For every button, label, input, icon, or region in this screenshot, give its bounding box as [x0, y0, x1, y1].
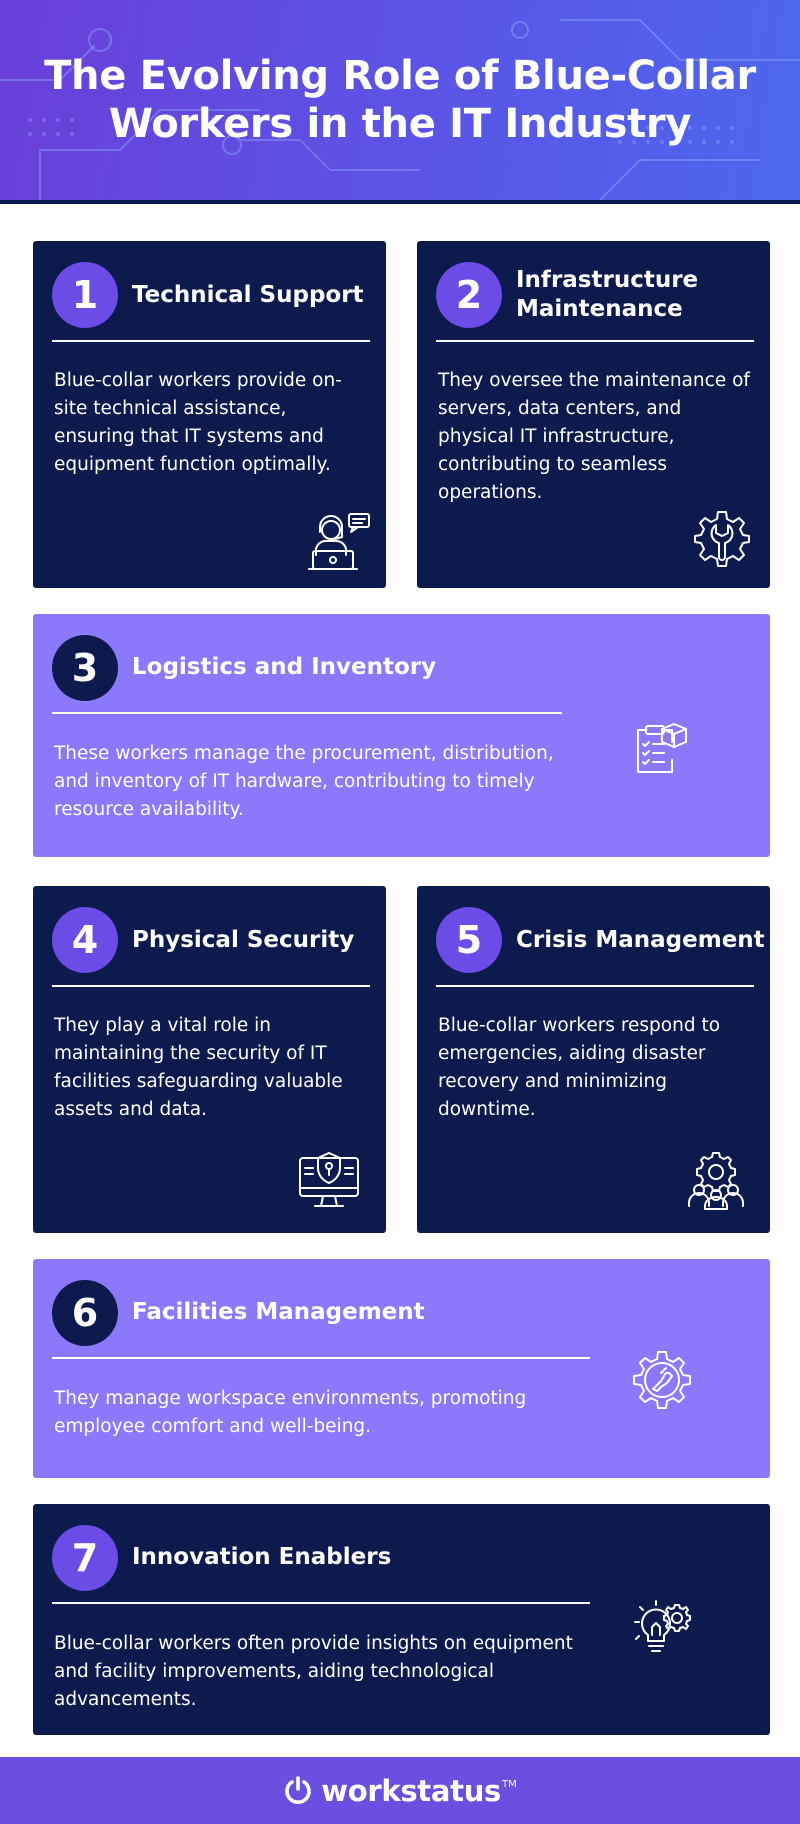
- card-divider: [52, 712, 562, 714]
- card-divider: [436, 340, 754, 342]
- card-technical-support: [33, 241, 386, 588]
- card-physical-security: [33, 886, 386, 1233]
- card-description: They oversee the maintenance of servers, data centers, and physical IT infrastructure, contributing to seamless operations.: [438, 370, 750, 503]
- card-description: Blue-collar workers respond to emergencies, aiding disaster recovery and minimizing downtime.: [438, 1015, 721, 1120]
- monitor-shield-icon: [297, 1150, 361, 1212]
- gear-hand-icon: [631, 1349, 693, 1411]
- card-title: Facilities Management: [132, 1299, 425, 1325]
- card-number: 6: [52, 1280, 118, 1346]
- card-crisis-management: [417, 886, 770, 1233]
- lightbulb-gear-icon: [633, 1597, 693, 1657]
- card-title: Physical Security: [132, 927, 355, 953]
- card-description: Blue-collar workers provide on-site technical assistance, ensuring that IT systems and equipment function optimally.: [54, 370, 342, 475]
- card-description: They manage workspace environments, promoting employee comfort and well-being.: [54, 1388, 527, 1437]
- card-number: 3: [52, 635, 118, 701]
- card-innovation-enablers: [33, 1504, 770, 1735]
- card-divider: [52, 1602, 590, 1604]
- clipboard-box-icon: [634, 720, 690, 776]
- card-title: Technical Support: [132, 282, 364, 308]
- card-divider: [52, 1357, 590, 1359]
- card-title: Innovation Enablers: [132, 1544, 392, 1570]
- card-facilities-management: [33, 1259, 770, 1478]
- card-description: They play a vital role in maintaining the security of IT facilities safeguarding valuable assets and data.: [54, 1015, 343, 1120]
- gear-wrench-icon: [692, 509, 752, 569]
- card-description: Blue-collar workers often provide insights on equipment and facility improvements, aiding technological advancements.: [54, 1633, 573, 1710]
- trademark-mark: TM: [502, 1779, 517, 1790]
- header-banner: [0, 0, 800, 200]
- footer-bar: [0, 1757, 800, 1824]
- card-divider: [52, 985, 370, 987]
- card-number: 5: [436, 907, 502, 973]
- card-title: Crisis Management: [516, 927, 765, 953]
- header-divider: [0, 200, 800, 204]
- team-gear-icon: [685, 1150, 747, 1212]
- card-title: Infrastructure Maintenance: [516, 267, 699, 322]
- page-title: The Evolving Role of Blue-Collar Workers in the IT Industry: [44, 53, 756, 147]
- card-number: 7: [52, 1525, 118, 1591]
- card-divider: [436, 985, 754, 987]
- card-title: Logistics and Inventory: [132, 654, 437, 680]
- card-number: 4: [52, 907, 118, 973]
- card-description: These workers manage the procurement, distribution, and inventory of IT hardware, contributing to timely resource availability.: [54, 743, 554, 820]
- power-logo-icon: [283, 1776, 313, 1806]
- brand-logo: [0, 1757, 800, 1824]
- card-infrastructure-maintenance: [417, 241, 770, 588]
- card-logistics-inventory: [33, 614, 770, 857]
- card-divider: [52, 340, 370, 342]
- card-number: 2: [436, 262, 502, 328]
- card-number: 1: [52, 262, 118, 328]
- support-agent-icon: [307, 511, 373, 575]
- brand-name: workstatus: [321, 1773, 501, 1808]
